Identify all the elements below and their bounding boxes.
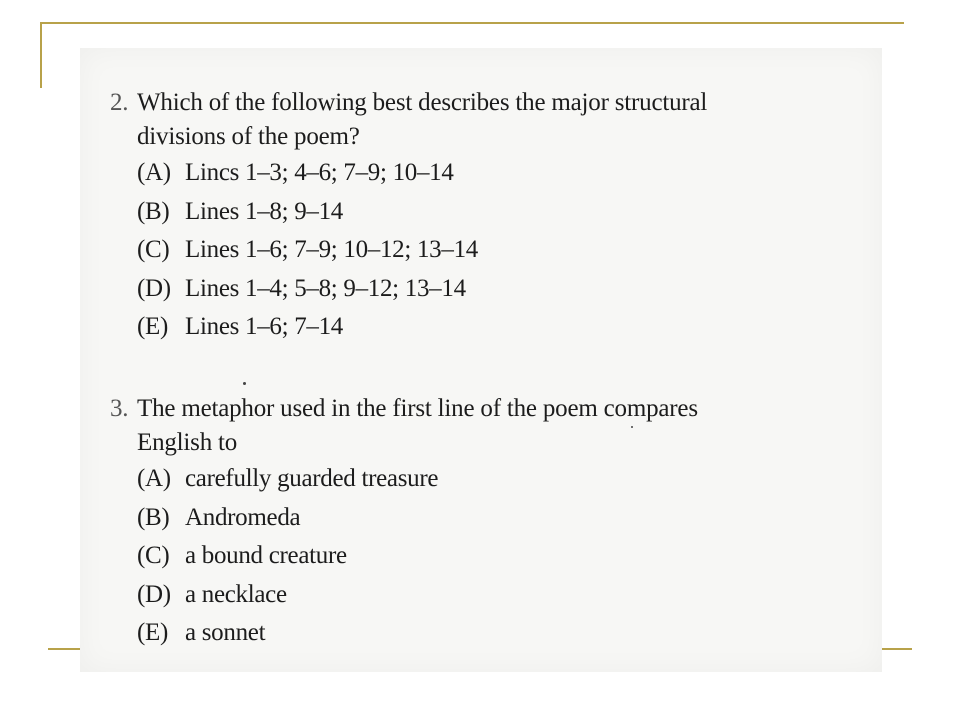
- question-text: Which of the following best describes the major structural divisions of the poem?: [137, 89, 708, 150]
- option-letter: (C): [137, 542, 170, 569]
- answer-option-a: [137, 460, 750, 499]
- answer-options: [110, 460, 750, 653]
- answer-options: [110, 154, 750, 347]
- option-text: a sonnet: [185, 619, 266, 646]
- option-text: Lincs 1–3; 4–6; 7–9; 10–14: [185, 159, 454, 186]
- option-text: Andromeda: [185, 503, 301, 531]
- scan-speck: [243, 382, 246, 385]
- answer-option-c: [137, 537, 750, 576]
- option-letter: (D): [137, 580, 171, 608]
- option-text: Lines 1–4; 5–8; 9–12; 13–14: [185, 274, 466, 302]
- slide-frame-bottom-left-line: [48, 648, 82, 650]
- option-letter: (C): [137, 236, 170, 263]
- option-text: Lines 1–8; 9–14: [185, 197, 343, 225]
- question-2: [110, 86, 750, 347]
- option-text: carefully guarded treasure: [185, 465, 439, 492]
- option-letter: (A): [137, 159, 171, 186]
- answer-option-a: [137, 154, 750, 193]
- question-text: The metaphor used in the first line of the poem compares English to: [137, 395, 698, 456]
- question-stem: [110, 86, 750, 154]
- answer-option-e: [137, 614, 750, 653]
- option-letter: (A): [137, 465, 171, 492]
- scanned-page: [80, 48, 882, 672]
- option-letter: (E): [137, 313, 169, 340]
- option-text: Lines 1–6; 7–14: [185, 313, 343, 340]
- option-text: a necklace: [185, 580, 287, 608]
- option-letter: (B): [137, 503, 170, 531]
- answer-option-c: [137, 231, 750, 270]
- answer-option-d: [137, 270, 750, 309]
- answer-option-e: [137, 308, 750, 347]
- question-number: 3.: [110, 395, 129, 422]
- question-stem: [110, 392, 750, 460]
- option-text: a bound creature: [185, 542, 347, 569]
- option-letter: (B): [137, 197, 170, 225]
- slide-frame-left-line: [40, 22, 42, 88]
- question-3: [110, 392, 750, 653]
- slide-frame-bottom-right-line: [882, 648, 912, 650]
- answer-option-b: [137, 499, 750, 538]
- option-letter: (E): [137, 619, 169, 646]
- answer-option-d: [137, 576, 750, 615]
- option-letter: (D): [137, 274, 171, 302]
- question-number: 2.: [110, 89, 129, 116]
- answer-option-b: [137, 193, 750, 232]
- option-text: Lines 1–6; 7–9; 10–12; 13–14: [185, 236, 478, 263]
- slide-frame-top-line: [40, 22, 904, 24]
